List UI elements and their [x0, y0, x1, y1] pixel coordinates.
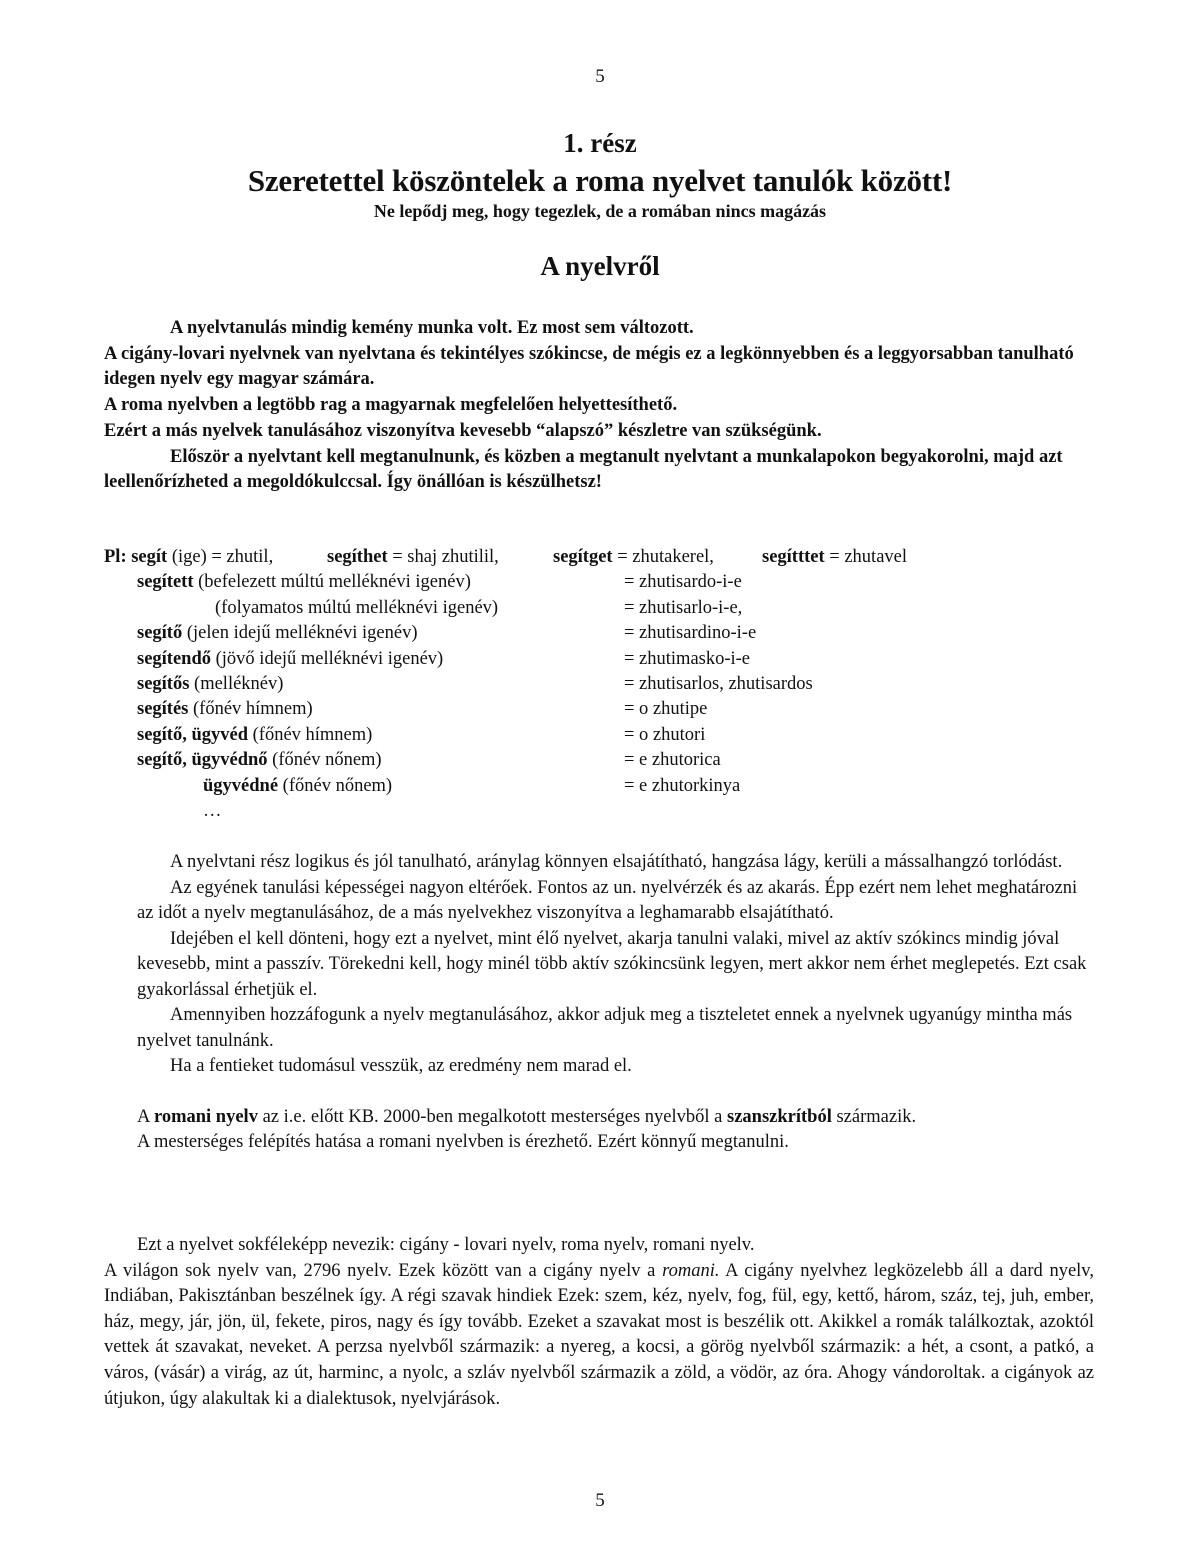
example-prefix: Pl: — [104, 547, 132, 567]
main-title: Szeretettel köszöntelek a roma nyelvet tanulók között! — [247, 163, 953, 198]
example-translation: = zhutisardino-i-e — [624, 623, 757, 644]
example-term: segítget — [553, 547, 613, 567]
body-paragraph: Ha a fentieket tudomásul vesszük, az eredmény nem marad el. — [170, 1056, 632, 1076]
example-row — [104, 621, 1104, 646]
example-translation: = o zhutipe — [624, 699, 708, 720]
example-term: segíthet — [327, 547, 388, 567]
example-translation: = e zhutorica — [624, 750, 721, 771]
example-ellipsis: … — [203, 800, 222, 821]
example-gloss: (főnév nőnem) — [278, 775, 393, 796]
italic-term: romani. — [662, 1260, 720, 1281]
example-translation: = o zhutori — [624, 724, 706, 745]
example-term: ügyvédné — [203, 775, 279, 796]
body-text — [137, 850, 1092, 1156]
body-paragraph: A romani nyelv az i.e. előtt KB. 2000-ben megalkotott mesterséges nyelvből a szanszkrítból származik. — [137, 1106, 917, 1127]
example-gloss: (főnév nőnem) — [267, 750, 382, 771]
page-number-top: 5 — [595, 66, 605, 87]
example-gloss: (befelezett múltú melléknévi igenév) — [193, 572, 471, 593]
examples-block — [104, 545, 1104, 824]
bold-term: romani nyelv — [153, 1106, 258, 1127]
body-paragraph: Az egyének tanulási képességei nagyon eltérőek. Fontos az un. nyelvérzék és az akarás. Épp ezért nem lehet meghatározni az időt a nyelv megtanulásához, de a más nyelvekhez viszonyítva a leghamarabb elsajátítható. — [137, 877, 1078, 923]
intro-paragraph: Ezért a más nyelvek tanulásához viszonyítva kevesebb “alapszó” készletre van szükségünk. — [104, 420, 822, 441]
closing-block — [104, 1233, 1094, 1412]
intro-block — [104, 316, 1084, 496]
example-gloss: (jövő idejű melléknévi igenév) — [211, 648, 444, 669]
example-ellipsis-row — [104, 799, 1104, 824]
example-gloss: (főnév hímnem) — [188, 699, 313, 720]
example-row — [104, 570, 1104, 595]
example-gloss: (folyamatos múltú melléknévi igenév) — [215, 597, 499, 618]
section-title: A nyelvről — [540, 251, 660, 281]
page-number-bottom: 5 — [595, 1490, 605, 1511]
intro-paragraph: A roma nyelvben a legtöbb rag a magyarnak megfelelően helyettesíthető. — [104, 395, 678, 416]
example-term: segítő, ügyvéd — [137, 724, 248, 745]
example-term: segítttet — [762, 547, 825, 567]
body-paragraph: Amennyiben hozzáfogunk a nyelv megtanulásához, akkor adjuk meg a tiszteletet ennek a nyelvnek ugyanúgy mintha más nyelvet tanulnánk. — [137, 1005, 1073, 1051]
example-row — [104, 748, 1104, 773]
example-translation: = zhutisarlo-i-e, — [624, 597, 743, 618]
example-translation: = zhutimasko-i-e — [624, 648, 751, 669]
example-translation: = zhutisarlos, zhutisardos — [624, 673, 813, 694]
example-gloss: (jelen idejű melléknévi igenév) — [182, 623, 418, 644]
intro-paragraph: Először a nyelvtant kell megtanulnunk, és közben a megtanult nyelvtant a munkalapokon begyakorolni, majd azt leellenőrízheted a megoldókulccsal. Így önállóan is készülhetsz! — [104, 446, 1063, 493]
example-row — [104, 697, 1104, 722]
example-row — [104, 647, 1104, 672]
example-term: segítős — [137, 673, 190, 694]
example-term: segített — [137, 572, 194, 593]
intro-paragraph: A nyelvtanulás mindig kemény munka volt. Ez most sem változott. — [170, 318, 694, 338]
example-gloss: = zhutakerel, — [612, 547, 714, 567]
part-title: 1. rész — [563, 128, 637, 158]
example-translation: = zhutisardo-i-e — [624, 572, 742, 593]
example-term: segítés — [137, 699, 189, 720]
closing-paragraph: A világon sok nyelv van, 2796 nyelv. Ezek között van a cigány nyelv a romani. A cigány nyelvhez legközelebb áll a dard nyelv, Indiában, Pakisztánban beszélnek így. A régi szavak hindiek Ezek: szem, kéz, nyelv, fog, fül, egy, kettő, három, száz, tej, juh, ember, ház, megy, jár, jön, ül, fekete, piros, nagy és így tovább. Ezeket a szavakat most is beszélik ott. Akikkel a romák találkoztak, azoktól vettek át szavakat, neveket. A perzsa nyelvből származik: a nyereg, a kocsi, a görög nyelvből származik: a hét, a csont, a patkó, a város, (vásár) a virág, az út, harminc, a nyolc, a szláv nyelvből származik a zöld, a vödör, az óra. Ahogy vándoroltak. a cigányok az útjukon, úgy alakultak ki a dialektusok, nyelvjárások. — [104, 1260, 1094, 1409]
intro-paragraph: A cigány-lovari nyelvnek van nyelvtana és tekintélyes szókincse, de mégis ez a legkönnyebben és a leggyorsabban tanulható idegen nyelv egy magyar számára. — [104, 343, 1074, 390]
body-paragraph: A mesterséges felépítés hatása a romani nyelvben is érezhető. Ezért könnyű megtanulni. — [137, 1132, 789, 1152]
example-gloss: (melléknév) — [189, 673, 284, 694]
example-row — [104, 774, 1104, 799]
closing-paragraph: Ezt a nyelvet sokféleképp nevezik: cigány - lovari nyelv, roma nyelv, romani nyelv. — [137, 1235, 755, 1255]
example-gloss: (ige) = zhutil, — [167, 547, 274, 567]
subtitle: Ne lepődj meg, hogy tegezlek, de a romában nincs magázás — [373, 201, 827, 221]
example-gloss: = shaj zhutilil, — [387, 547, 499, 567]
body-paragraph: A nyelvtani rész logikus és jól tanulható, aránylag könnyen elsajátítható, hangzása lágy, kerüli a mássalhangzó torlódást. — [170, 852, 1063, 872]
example-first-line — [104, 545, 1104, 570]
example-row — [104, 672, 1104, 697]
example-row — [104, 596, 1104, 621]
example-translation: = e zhutorkinya — [624, 775, 741, 796]
body-paragraph: Idejében el kell dönteni, hogy ezt a nyelvet, mint élő nyelvet, akarja tanulni valaki, mivel az aktív szókincs mindig jóval kevesebb, mint a passzív. Törekedni kell, hogy minél több aktív szókincsünk legyen, mert akkor nem érhet meglepetés. Ezt csak gyakorlással érhetjük el. — [137, 928, 1087, 1000]
example-term: segítendő — [137, 648, 211, 669]
example-row — [104, 723, 1104, 748]
example-gloss: (főnév hímnem) — [248, 724, 373, 745]
example-gloss: = zhutavel — [824, 547, 908, 567]
bold-term: szanszkrítból — [727, 1106, 832, 1127]
example-term: segítő — [137, 623, 183, 644]
example-term: segítő, ügyvédnő — [137, 750, 268, 771]
example-term: segít — [131, 547, 168, 567]
